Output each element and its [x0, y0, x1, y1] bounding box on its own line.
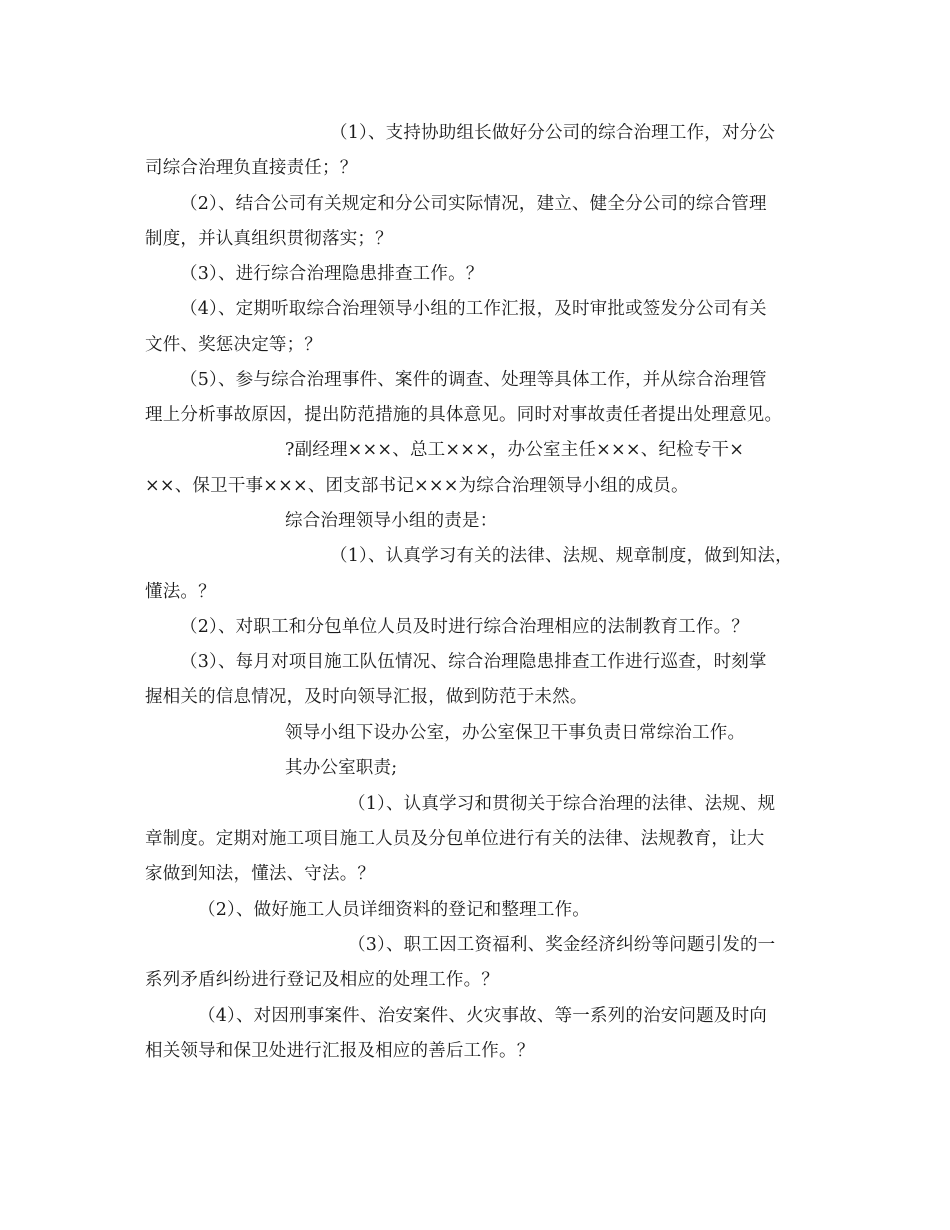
paragraph-line: （4）、定期听取综合治理领导小组的工作汇报，及时审批或签发分公司有关	[180, 299, 767, 319]
paragraph-line: ××、保卫干事×××、团支部书记×××为综合治理领导小组的成员。	[145, 476, 689, 496]
paragraph-line: 制度，并认真组织贯彻落实；？	[145, 229, 393, 249]
paragraph-line: （3）、职工因工资福利、奖金经济纠纷等问题引发的一	[348, 935, 776, 955]
paragraph-line: （4）、对因刑事案件、治安案件、火灾事故、等一系列的治安问题及时向	[198, 1006, 767, 1026]
paragraph-line: （3）、进行综合治理隐患排查工作。？	[180, 264, 484, 284]
paragraph-line: （1）、认真学习有关的法律、法规、规章制度，做到知法，	[330, 546, 793, 566]
paragraph-line: 文件、奖惩决定等；？	[145, 335, 322, 355]
section-heading: 其办公室职责;	[285, 758, 398, 778]
paragraph-line: 领导小组下设办公室，办公室保卫干事负责日常综治工作。	[285, 723, 746, 743]
paragraph-line: 章制度。定期对施工项目施工人员及分包单位进行有关的法律、法规教育，让大	[145, 829, 765, 849]
paragraph-line: ?副经理×××、总工×××，办公室主任×××、纪检专干×	[285, 440, 745, 460]
paragraph-line: 相关领导和保卫处进行汇报及相应的善后工作。？	[145, 1041, 535, 1061]
paragraph-line: 系列矛盾纠纷进行登记及相应的处理工作。？	[145, 970, 499, 990]
paragraph-line: （5）、参与综合治理事件、案件的调查、处理等具体工作，并从综合治理管	[180, 370, 767, 390]
paragraph-line: （3）、每月对项目施工队伍情况、综合治理隐患排查工作进行巡查，时刻掌	[180, 652, 767, 672]
paragraph-line: （2）、对职工和分包单位人员及时进行综合治理相应的法制教育工作。？	[180, 617, 749, 637]
paragraph-line: 司综合治理负直接责任；？	[145, 158, 358, 178]
paragraph-line: 握相关的信息情况，及时向领导汇报，做到防范于未然。	[145, 687, 588, 707]
paragraph-line: （1）、支持协助组长做好分公司的综合治理工作，对分公	[330, 123, 776, 143]
section-heading: 综合治理领导小组的责是：	[285, 511, 498, 531]
paragraph-line: 家做到知法，懂法、守法。？	[145, 864, 376, 884]
paragraph-line: （2）、结合公司有关规定和分公司实际情况，建立、健全分公司的综合管理	[180, 194, 767, 214]
paragraph-line: 理上分析事故原因，提出防范措施的具体意见。同时对事故责任者提出处理意见。	[145, 405, 783, 425]
paragraph-line: （2）、做好施工人员详细资料的登记和整理工作。	[198, 900, 590, 920]
paragraph-line: （1）、认真学习和贯彻关于综合治理的法律、法规、规	[348, 794, 776, 814]
paragraph-line: 懂法。？	[145, 582, 216, 602]
